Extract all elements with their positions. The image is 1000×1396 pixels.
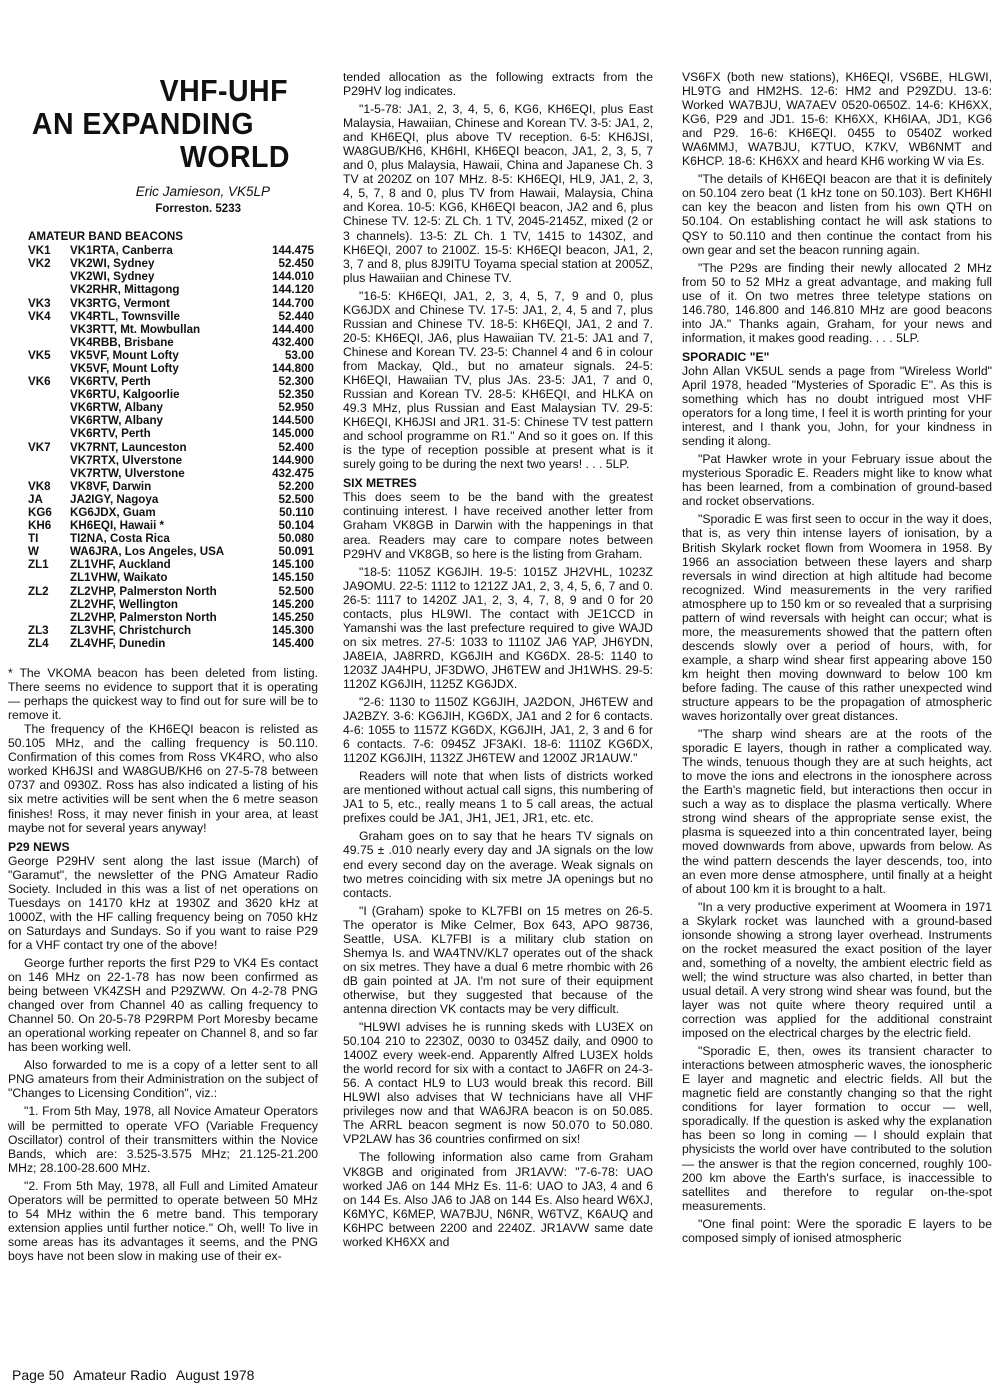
beacon-call-area (28, 388, 70, 401)
paragraph: "In a very productive experiment at Woomera in 1971 a Skylark rocket was launched with a ground-based ionsonde showing a strong layer overhead. Instruments on the rocket measured the exact position of the layer and, something of a novelty, the ambient electric field as well; the wind structure was also charted, in better than usual detail. A very strong wind shear was found, but the layer was not quite where theory required until a correction was applied for the additional constraint imposed on the electrical charges by the electric field. (682, 899, 992, 1041)
beacon-station: VK7RNT, Launceston (70, 440, 187, 454)
paragraph: "1. From 5th May, 1978, all Novice Amateur Operators will be permitted to operate VFO (Variable Frequency Oscillator) control of their transmitters within the Novice Bands, which are: 3.525-3.575 MHz; 21.125-21.200 MHz; 28.100-28.600 MHz. (8, 1104, 318, 1175)
beacon-station: KH6EQI, Hawaii * (70, 519, 165, 533)
beacon-frequency: 144.120 (272, 283, 314, 297)
beacon-station: TI2NA, Costa Rica (70, 532, 170, 546)
beacon-call-area: KH6 (28, 519, 52, 533)
paragraph: The frequency of the KH6EQI beacon is relisted as 50.105 MHz, and the calling frequency is 50.110. Confirmation of this comes from Ross VK4RO, who also worked KH6JSI and WA8GUB/KH6 on 27-5-78 between 0737 and 0930Z. Ross has also indicated a listing of his six metre activities will be sent when the 6 metre season finishes! Ross, it may never finish in your area, at least maybe not for several years anyway! (8, 722, 318, 835)
beacon-row (28, 270, 314, 283)
paragraph: Graham goes on to say that he hears TV signals on 49.75 ± .010 nearly every day and JA signals on the low end every second day on the average. Weak signals on two metres coinciding with six metre JA openings but no contacts. (343, 829, 653, 900)
article-title-line-1: VHF-UHF (159, 73, 288, 108)
beacon-row (28, 283, 314, 296)
beacon-frequency: 144.800 (272, 361, 314, 375)
column-3 (682, 70, 992, 1245)
beacon-row (28, 480, 314, 493)
beacon-call-area: ZL3 (28, 623, 49, 637)
beacon-station: VK6RTV, Perth (70, 375, 151, 389)
beacon-frequency: 52.200 (278, 479, 314, 493)
beacon-frequency: 50.091 (278, 545, 314, 559)
magazine-name: Amateur Radio (73, 1367, 167, 1383)
beacon-row (28, 493, 314, 506)
beacon-call-area: VK4 (28, 309, 51, 323)
beacon-station: ZL3VHF, Christchurch (70, 623, 192, 637)
beacon-frequency: 145.000 (272, 427, 314, 441)
page-footer (12, 1367, 260, 1383)
paragraph: "The sharp wind shears are at the roots of the sporadic E layers, though in rather a complicated way. The winds, tenuous though they are at such heights, act to move the ions and electrons in the ionosphere across the Earth's magnetic field, but interactions then occur in such a way as to displace the plasma vertically. Where strong wind shears of the appropriate sense exist, the plasma is squeezed into a thin concentrated layer, being moved downwards from above, upwards from below. As the wind pattern descends the layer descends, too, into an even more dense atmosphere, until finally at a height of about 100 km it is brought to a halt. (682, 727, 992, 896)
beacon-station: ZL1VHF, Auckland (70, 558, 171, 572)
beacon-frequency: 50.104 (278, 519, 314, 533)
beacon-row (28, 323, 314, 336)
paragraph: "Sporadic E, then, owes its transient character to interactions between atmospheric waves, the ionospheric E layer and magnetic and electric fields. All but the magnetic field are constantly changing so that the right conditions for layer formation to occur — well, sporadically. If the question is asked why the explanation has been so long in coming — I should explain that physicists the world over have contributed to the solution — the answer is that the region concerned, roughly 100-200 km above the Earth's surface, is inaccessible to satellites and therefore to regular on-the-spot measurements. (682, 1044, 992, 1213)
beacon-frequency: 144.700 (272, 296, 314, 310)
beacon-station: WA6JRA, Los Angeles, USA (70, 545, 225, 559)
beacon-call-area (28, 414, 70, 427)
beacon-call-area (28, 323, 70, 336)
beacon-frequency: 432.400 (272, 335, 314, 349)
beacon-frequency: 52.500 (278, 492, 314, 506)
beacon-row (28, 454, 314, 467)
beacon-frequency: 52.500 (278, 584, 314, 598)
beacon-row (28, 637, 314, 650)
beacon-frequency: 145.100 (272, 558, 314, 572)
beacon-station: VK4RBB, Brisbane (70, 335, 174, 349)
beacon-row (28, 611, 314, 624)
paragraph: "2. From 5th May, 1978, all Full and Limited Amateur Operators will be permitted to operate between 50 MHz to 54 MHz within the 6 metre band. This temporary extension applies until further notice." Oh, well! To live in some areas has its advantages it seems, and the PNG boys have not been slow in making use of their ex- (8, 1178, 318, 1263)
beacon-row (28, 571, 314, 584)
beacon-row (28, 506, 314, 519)
beacon-call-area (28, 336, 70, 349)
beacon-call-area (28, 270, 70, 283)
beacon-station: ZL4VHF, Dunedin (70, 636, 166, 650)
paragraph: George P29HV sent along the last issue (March) of "Garamut", the newsletter of the PNG Amateur Radio Society. Included in this was a list of net operations on Tuesdays on 14170 kHz at 1930Z and 3620 kHz at 1000Z, with the HF calling frequency being on 7050 kHz on Saturdays and Sundays. So if you want to raise P29 for a VHF contact try one of the above! (8, 853, 318, 952)
paragraph: "The details of KH6EQI beacon are that it is definitely on 50.104 zero beat (1 kHz tone on 50.103). Bert KH6HI can key the beacon and listen from his own QTH on 50.104. On establishing contact he will ask stations to QSY to 50.110 and then continue the contact from his own gear and set the beacon running again. (682, 172, 992, 257)
beacon-call-area: VK1 (28, 244, 51, 258)
paragraph: VS6FX (both new stations), KH6EQI, VS6BE, HLGWI, HL9TG and HM2HS. 12-6: HM2 and P29ZDU. 13-6: Worked WA7BJU, WA7AEV 0520-0650Z. 14-6: KH6XX, KG6, P29 and JD1. 15-6: KH6XX, KH6IAA, JD1, KG6 and P29. 16-6: KH6EQI. 0455 to 0540Z worked WA6MMJ, WA7BJU, K7TUO, K7KV, WB6NMT and K6HCP. 18-6: KH6XX and heard KH6 working W via Es. (682, 70, 992, 169)
beacon-row (28, 297, 314, 310)
beacon-frequency: 53.00 (284, 348, 314, 362)
beacon-call-area (28, 427, 70, 440)
beacon-station: VK7RTW, Ulverstone (70, 466, 185, 480)
beacon-row (28, 441, 314, 454)
beacon-call-area: TI (28, 532, 39, 546)
paragraph: The following information also came from Graham VK8GB and originated from JR1AVW: "7-6-78: UAO worked JA6 on 144 MHz Es. 11-6: UAO to JA3, 4 and 6 on 144 Es. Also JA6 to JA8 on 144 Es. Also heard W6XJ, K6MYC, K6MEP, WA7BJU, N6NR, W6TVZ, K6AUQ and K6HPC between 2200 and 2240Z. JR1AVW same date worked KH6XX and (343, 1150, 653, 1249)
beacon-station: VK6RTW, Albany (70, 401, 163, 415)
beacon-station: ZL2VHP, Palmerston North (70, 584, 217, 598)
paragraph: "18-5: 1105Z KG6JIH. 19-5: 1015Z JH2VHL, 1023Z JA9OMU. 22-5: 1112 to 1212Z JA1, 2, 3, 4, 5, 6, 7 and 0. 26-5: 1117 to 1420Z JA1, 2, 3, 4, 7, 8, 9 and 0 for 20 contacts, plus HL9WI. The contact with JE1CCD in Yamanshi was the last prefecture required to give WAJD on six metres. 27-5: 1033 to 1110Z JA6 YAP, JH6YDN, JA8EIA, JA8RRD, KG6JIH and KG6DX. 28-5: 1140 to 1203Z JA4HPU, JF3DWO, JH6TEW and JH1WHS. 29-5: 1120Z KG6JIH, 1125Z KG6JDX. (343, 564, 653, 691)
beacon-frequency: 144.010 (272, 270, 314, 284)
page-number: Page 50 (12, 1367, 65, 1383)
beacon-frequency: 52.950 (278, 401, 314, 415)
section-heading: P29 NEWS (8, 839, 70, 854)
beacon-call-area (28, 454, 70, 467)
beacon-row (28, 545, 314, 558)
byline: Eric Jamieson, VK5LP (135, 184, 270, 199)
beacon-call-area (28, 401, 70, 414)
beacon-call-area: JA (28, 492, 43, 506)
beacon-station: VK6RTV, Perth (70, 427, 151, 441)
beacon-row (28, 362, 314, 375)
beacon-row (28, 310, 314, 323)
beacon-frequency: 145.400 (272, 636, 314, 650)
beacon-call-area: VK3 (28, 296, 51, 310)
beacons-heading: AMATEUR BAND BEACONS (28, 230, 184, 244)
beacon-station: VK6RTU, Kalgoorlie (70, 388, 180, 402)
beacon-row (28, 336, 314, 349)
beacon-call-area (28, 467, 70, 480)
beacon-station: JA2IGY, Nagoya (70, 492, 159, 506)
beacon-frequency: 144.500 (272, 414, 314, 428)
beacon-frequency: 145.150 (272, 571, 314, 585)
beacon-frequency: 145.200 (272, 597, 314, 611)
paragraph: "Pat Hawker wrote in your February issue about the mysterious Sporadic E. Readers might like to know what has been learned, from a combination of ground-based and rocket observations. (682, 452, 992, 509)
beacon-frequency: 144.900 (272, 453, 314, 467)
beacon-call-area: KG6 (28, 506, 52, 520)
beacon-row (28, 532, 314, 545)
paragraph: tended allocation as the following extracts from the P29HV log indicates. (343, 70, 653, 99)
beacon-frequency: 52.440 (278, 309, 314, 323)
beacon-row (28, 427, 314, 440)
beacon-call-area: VK2 (28, 257, 51, 271)
paragraph: "One final point: Were the sporadic E layers to be composed simply of ionised atmospheric (682, 1216, 992, 1245)
beacon-station: ZL2VHF, Wellington (70, 597, 178, 611)
beacon-frequency: 144.400 (272, 322, 314, 336)
beacon-row (28, 375, 314, 388)
section-heading: SPORADIC "E" (682, 349, 770, 364)
beacon-call-area (28, 362, 70, 375)
article-title-line-2: AN EXPANDING (31, 106, 254, 141)
paragraph: "I (Graham) spoke to KL7FBI on 15 metres on 26-5. The operator is Mike Celmer, Box 643, APO 98736, Seattle, USA. KL7FBI is a military club station on Shemya Is. and WA4TNV/KL7 operates out of the shack on six metres. They have a dual 6 metre rhombic with 26 dB gain pointed at JA. I'm not sure of their equipment otherwise, but they suggested that because of the antenna direction VK contacts may be very difficult. (343, 903, 653, 1016)
beacon-station: VK5VF, Mount Lofty (70, 361, 179, 375)
paragraph: "1-5-78: JA1, 2, 3, 4, 5, 6, KG6, KH6EQI, plus East Malaysia, Hawaiian, Chinese and Korean TV. 3-5: JA1, 2, and KH6EQI, plus above TV reception. 6-5: KH6JSI, WA8GUB/KH6, KH6HI, KH6EQI beacon, JA1, 2, 3, 5, 7 and 0, plus Malaysia, Hawaii, China and Japanese Ch. 3 TV at 2020Z on 107 MHz. 8-5: KH6EQI, HL9, JA1, 2, 3, 4, 5, 7, 8 and 0, plus TV from Hawaii, Malaysia, China and Korea. 10-5: KG6, KH6EQI beacon, JA2 and 6, plus Chinese TV. 12-5: ZL Ch. 1 TV, 2045-2145Z, mixed (2 or 3 channels). 13-5: ZL Ch. 1 TV, 1415 to 1430Z, and KH6EQI, 2007 to 2100Z. 15-5: KH6EQI beacon, JA1, 2, 3, 7 and 8, plus 8J9ITU Toyama special station at 2005Z, plus Hawaiian and Chinese TV. (343, 102, 653, 285)
beacon-station: VK2WI, Sydney (70, 257, 155, 271)
beacon-call-area: VK6 (28, 375, 51, 389)
beacon-station: VK3RTT, Mt. Mowbullan (70, 322, 201, 336)
paragraph: "HL9WI advises he is running skeds with LU3EX on 50.104 210 to 2230Z, 0030 to 0345Z daily, and 0900 to 1400Z every week-end. Apparently Alfred LU3EX holds the world record for six with a contact to JA6FR on 24-3-56. A contact HL9 to LU3 would break this record. Bill HL9WI also advises that W technicians have all VHF privileges now and that WA6JRA beacon is on 50.085. The ARRL beacon segment is now 50.070 to 50.080. VP2LAW has 36 countries confirmed on six! (343, 1020, 653, 1147)
beacon-station: VK8VF, Darwin (70, 479, 152, 493)
paragraph: "The P29s are finding their newly allocated 2 MHz from 50 to 52 MHz a great advantage, and making full use of it. On two metres three teletype stations on 146.780, 146.800 and 146.810 MHz are good beacons into JA." Thanks again, Graham, for your news and information, it makes good reading. . . . 5LP. (682, 260, 992, 345)
beacon-row (28, 401, 314, 414)
paragraph: John Allan VK5UL sends a page from "Wireless World" April 1978, headed "Mysteries of Sporadic E". As this is something which has no doubt intrigued most VHF operators for a long time, I feel it is worth printing for your interest, and I thank you, John, for your kindness in sending it along. (682, 363, 992, 449)
beacon-frequency: 50.110 (279, 506, 314, 520)
beacon-call-area: W (28, 545, 39, 559)
beacon-frequency: 144.475 (272, 244, 314, 258)
beacon-station: VK2WI, Sydney (70, 270, 155, 284)
beacon-row (28, 388, 314, 401)
paragraph: Also forwarded to me is a copy of a letter sent to all PNG amateurs from their Administration on the subject of "Changes to Licensing Condition", viz.: (8, 1058, 318, 1101)
beacon-row (28, 624, 314, 637)
beacon-call-area: ZL4 (28, 636, 49, 650)
beacon-row (28, 585, 314, 598)
beacon-station: VK3RTG, Vermont (70, 296, 170, 310)
beacon-station: VK1RTA, Canberra (70, 244, 173, 258)
beacon-call-area: ZL1 (28, 558, 49, 572)
column-2 (343, 70, 653, 1249)
beacon-station: ZL2VHP, Palmerston North (70, 610, 217, 624)
beacon-frequency: 52.300 (278, 375, 314, 389)
beacon-station: VK5VF, Mount Lofty (70, 348, 179, 362)
beacons-table (28, 244, 314, 650)
beacon-row (28, 467, 314, 480)
beacon-call-area (28, 571, 70, 584)
issue-date: August 1978 (175, 1367, 255, 1383)
beacon-frequency: 52.350 (278, 388, 314, 402)
beacon-row (28, 598, 314, 611)
beacon-call-area (28, 611, 70, 624)
paragraph: * The VKOMA beacon has been deleted from listing. There seems no evidence to support that it is operating — perhaps the quickest way to find out for sure will be to remove it. (8, 666, 318, 723)
beacon-call-area: ZL2 (28, 584, 49, 598)
beacon-frequency: 145.300 (272, 623, 314, 637)
beacon-row (28, 558, 314, 571)
paragraph: Readers will note that when lists of districts worked are mentioned without actual call signs, this numbering of JA1 to 5, etc., really means 1 to 5 call areas, the actual prefixes could be JA1, JH1, JE1, JR1, etc. etc. (343, 769, 653, 826)
beacon-frequency: 52.450 (278, 257, 314, 271)
beacon-row (28, 519, 314, 532)
beacon-frequency: 432.475 (272, 466, 314, 480)
column-1 (8, 70, 318, 1263)
beacon-frequency: 145.250 (272, 610, 314, 624)
beacon-frequency: 52.400 (278, 440, 314, 454)
paragraph: This does seem to be the band with the greatest continuing interest. I have received another letter from Graham VK8GB in Darwin with the happenings in that area. Readers may care to compare notes between P29HV and VK8GB, so here is the listing from Graham. (343, 490, 653, 561)
paragraph: George further reports the first P29 to VK4 Es contact on 146 MHz on 22-1-78 has now been confirmed as being between VK4ZSH and P29ZWW. On 4-2-78 PNG changed over from Channel 40 as calling frequency to Channel 50. On 20-5-78 P29RPM Port Moresby became an operational working repeater on Channel 8, and so far has been working well. (8, 955, 318, 1055)
beacon-call-area (28, 283, 70, 296)
beacon-call-area: VK5 (28, 348, 51, 362)
beacon-station: VK7RTX, Ulverstone (70, 453, 183, 467)
location: Forreston. 5233 (155, 203, 241, 216)
beacon-station: VK6RTW, Albany (70, 414, 163, 428)
section-heading: SIX METRES (343, 476, 417, 491)
beacon-row (28, 244, 314, 257)
beacon-station: KG6JDX, Guam (70, 506, 156, 520)
paragraph: "Sporadic E was first seen to occur in the way it does, that is, as very thin intense layers of ionisation, by a British Skylark rocket flown from Woomera in 1958. By 1966 an association between these layers and sharp reversals in wind direction at high altitude had become recognized. Wind measurements in the very rarified atmosphere up to 150 km or so revealed that a surprising pattern of wind reversals with height can occur; what is more, the measurements showed that the pattern often descends slowly over a period of hours, with, for example, a sharp wind shear first appearing above 150 km height then moving downward to below 100 km before fading. The cause of this rather unexpected wind structure appears to be the propagation of atmospheric waves horizontally over great distances. (682, 512, 992, 724)
paragraph: "16-5: KH6EQI, JA1, 2, 3, 4, 5, 7, 9 and 0, plus KG6JDX and Chinese TV. 17-5: JA1, 2, 4, 5 and 7, plus Russian and Chinese TV. 18-5: KH6EQI, JA1, 2 and 7. 20-5: KH6EQI, JA6, plus Hawaiian TV. 21-5: JA1 and 7, Chinese and Korean TV. 23-5: Channel 4 and 6 in colour from Mackay, Qld., but no amateur signals. 24-5: KH6EQI, Hawaiian TV, plus JAs. 23-5: JA1, 7 and 0, Russian and Korean TV. 28-5: KH6EQI, and HLKA on 49.3 MHz, plus Russian and East Malaysian TV. 29-5: KH6EQI, KH6JSI and JR1. 31-5: Chinese TV test pattern and school programme on R1." And so it goes on. If this is the type of reception possible at present what is it surely going to be during the next two years! . . . 5LP. (343, 288, 653, 472)
beacon-call-area (28, 598, 70, 611)
beacon-call-area: VK8 (28, 479, 51, 493)
beacon-station: VK2RHR, Mittagong (70, 283, 180, 297)
article-title-line-3: WORLD (179, 139, 290, 174)
beacon-station: VK4RTL, Townsville (70, 309, 180, 323)
beacon-station: ZL1VHW, Waikato (70, 571, 168, 585)
paragraph: "2-6: 1130 to 1150Z KG6JIH, JA2DON, JH6TEW and JA2BZY. 3-6: KG6JIH, KG6DX, JA1 and 2 for 6 contacts. 4-6: 1055 to 1157Z KG6DX, KG6JIH, JA1, 2, 3 and 6 for 6 contacts. 7-6: 0945Z JF3AKI. 18-6: 1110Z KG6DX, 1120Z KG6JIH, 1132Z JH6TEW and 1200Z JR1AUW." (343, 695, 653, 766)
beacon-frequency: 50.080 (278, 532, 314, 546)
beacon-row (28, 414, 314, 427)
beacon-row (28, 349, 314, 362)
beacon-call-area: VK7 (28, 440, 51, 454)
beacon-row (28, 257, 314, 270)
